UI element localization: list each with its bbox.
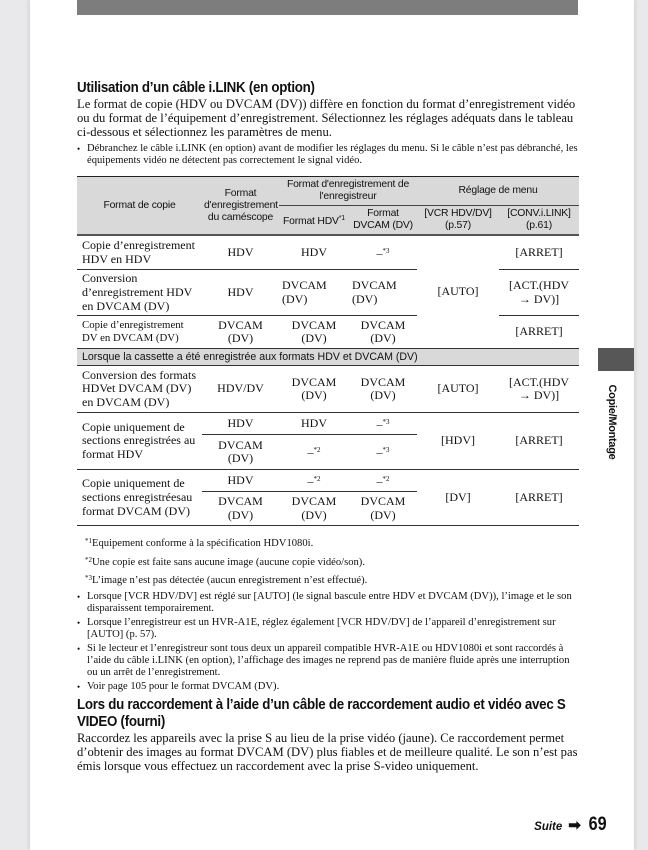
ilink-note-list [77, 143, 579, 168]
footnotes [77, 535, 579, 587]
header-copy-format: Format de copie [77, 176, 202, 236]
table-section-row: Lorsque la cassette a été enregistrée aux formats HDV et DVCAM (DV) [77, 348, 579, 366]
table-row: Copie uniquement de sections enregistrées au format HDV HDV HDV –$^{*3}$ [HDV] [ARRET] [77, 412, 579, 434]
copy-format-table [77, 176, 579, 526]
page-content [77, 80, 579, 773]
continued-label: Suite [534, 821, 563, 833]
svideo-paragraph: Raccordez les appareils avec la prise S au lieu de la prise vidéo (jaune). Ce raccordement permet d’obtenir des images au format DVCAM (DV) plus fiables et de meilleure qualité. Le son n’est pas émis lorsque vous effectuez un raccordement avec la prise S-video uniquement. [77, 730, 578, 773]
page-number: 69 [588, 814, 607, 835]
note-item: • Lorsque l’enregistreur est un HVR-A1E, réglez également [VCR HDV/DV] de l’appareil d’enregistrement sur [AUTO] (p. 57). [77, 617, 579, 642]
header-recorder-dvcam: Format DVCAM (DV) [349, 205, 417, 236]
vcr-setting-auto: [AUTO] [437, 284, 479, 299]
page-header-bar [77, 0, 578, 15]
table-row: Copie d’enregistrement HDV en HDV HDV HDV –$^{*3}$ [AUTO] [ARRET] [77, 236, 579, 269]
note-item: • Lorsque [VCR HDV/DV] est réglé sur [AUTO] (le signal bascule entre HDV et DVCAM (DV)), l’image et le son disparaissent temporairement. [77, 591, 579, 616]
header-camcorder-format: Format d'enregistrement du caméscope [202, 176, 279, 236]
header-conv-ilink: [CONV.i.LINK] (p.61) [499, 205, 579, 236]
table-row: DVCAM (DV) –$^{*2}$ –$^{*3}$ [77, 434, 579, 469]
chapter-tab-marker [598, 348, 634, 371]
table-row: Conversion d’enregistrement HDV en DVCAM (DV) HDV DVCAM (DV) DVCAM (DV) [ACT.(HDV → DV)] [77, 269, 579, 315]
header-vcr-hdv-dv: [VCR HDV/DV] (p.57) [417, 205, 499, 236]
page-footer [534, 814, 608, 836]
footnote: $^{*2}$Une copie est faite sans aucune image (aucune copie vidéo/son). [85, 555, 365, 568]
chapter-tab-label: Copie/Montage [606, 384, 618, 460]
table-row: Conversion des formats HDVet DVCAM (DV) en DVCAM (DV) HDV/DV DVCAM (DV) DVCAM (DV) [AUTO] [ACT.(HDV → DV)] [82, 367, 570, 409]
note-item: • Si le lecteur et l’enregistreur sont tous deux un appareil compatible HVR-A1E ou HDV1080i et sont raccordés à l’aide du câble i.LINK (en option), l’affichage des images ne reprend pas de manière fluide après une interruption ou un arrêt de l’enregistrement. [77, 643, 579, 680]
section-title-ilink: Utilisation d’un câble i.LINK (en option) [77, 80, 315, 96]
ilink-note: • Débranchez le câble i.LINK (en option) avant de modifier les réglages du menu. Si le câble n’est pas débranché, les équipements vidéo ne détectent pas correctement le signal vidéo. [77, 143, 579, 168]
table-row: Copie d’enregistrement DV en DVCAM (DV) DVCAM (DV) DVCAM (DV) DVCAM (DV) [ARRET] [77, 315, 579, 348]
notes-list [77, 591, 579, 694]
table-row: DVCAM (DV) DVCAM (DV) DVCAM (DV) [77, 491, 579, 526]
header-recorder-hdv: Format HDV$^{*1}$ [279, 205, 349, 236]
note-item: • Voir page 105 pour le format DVCAM (DV). [77, 681, 579, 693]
header-menu-setting: Réglage de menu [417, 176, 579, 205]
section-title-svideo: Lors du raccordement à l’aide d’un câble de raccordement audio et vidéo avec S VIDEO (fourni) [77, 696, 566, 730]
table-row: Copie uniquement de sections enregistréesau format DVCAM (DV) HDV –$^{*2}$ –$^{*2}$ [DV] [ARRET] [77, 469, 579, 491]
footnote: $^{*3}$L’image n’est pas détectée (aucun enregistrement n’est effectué). [85, 574, 368, 587]
header-recorder-format: Format d'enregistrement de l'enregistreur [279, 176, 417, 205]
intro-paragraph: Le format de copie (HDV ou DVCAM (DV)) diffère en fonction du format d’enregistrement vidéo ou du format de l’équipement d’enregistrement. Sélectionnez les réglages adéquats dans le tableau ci-dessous et sélectionnez les paramètres de menu. [77, 97, 576, 140]
arrow-right-icon: ➡ [568, 817, 581, 834]
footnote: $^{*1}$Equipement conforme à la spécification HDV1080i. [85, 537, 314, 550]
